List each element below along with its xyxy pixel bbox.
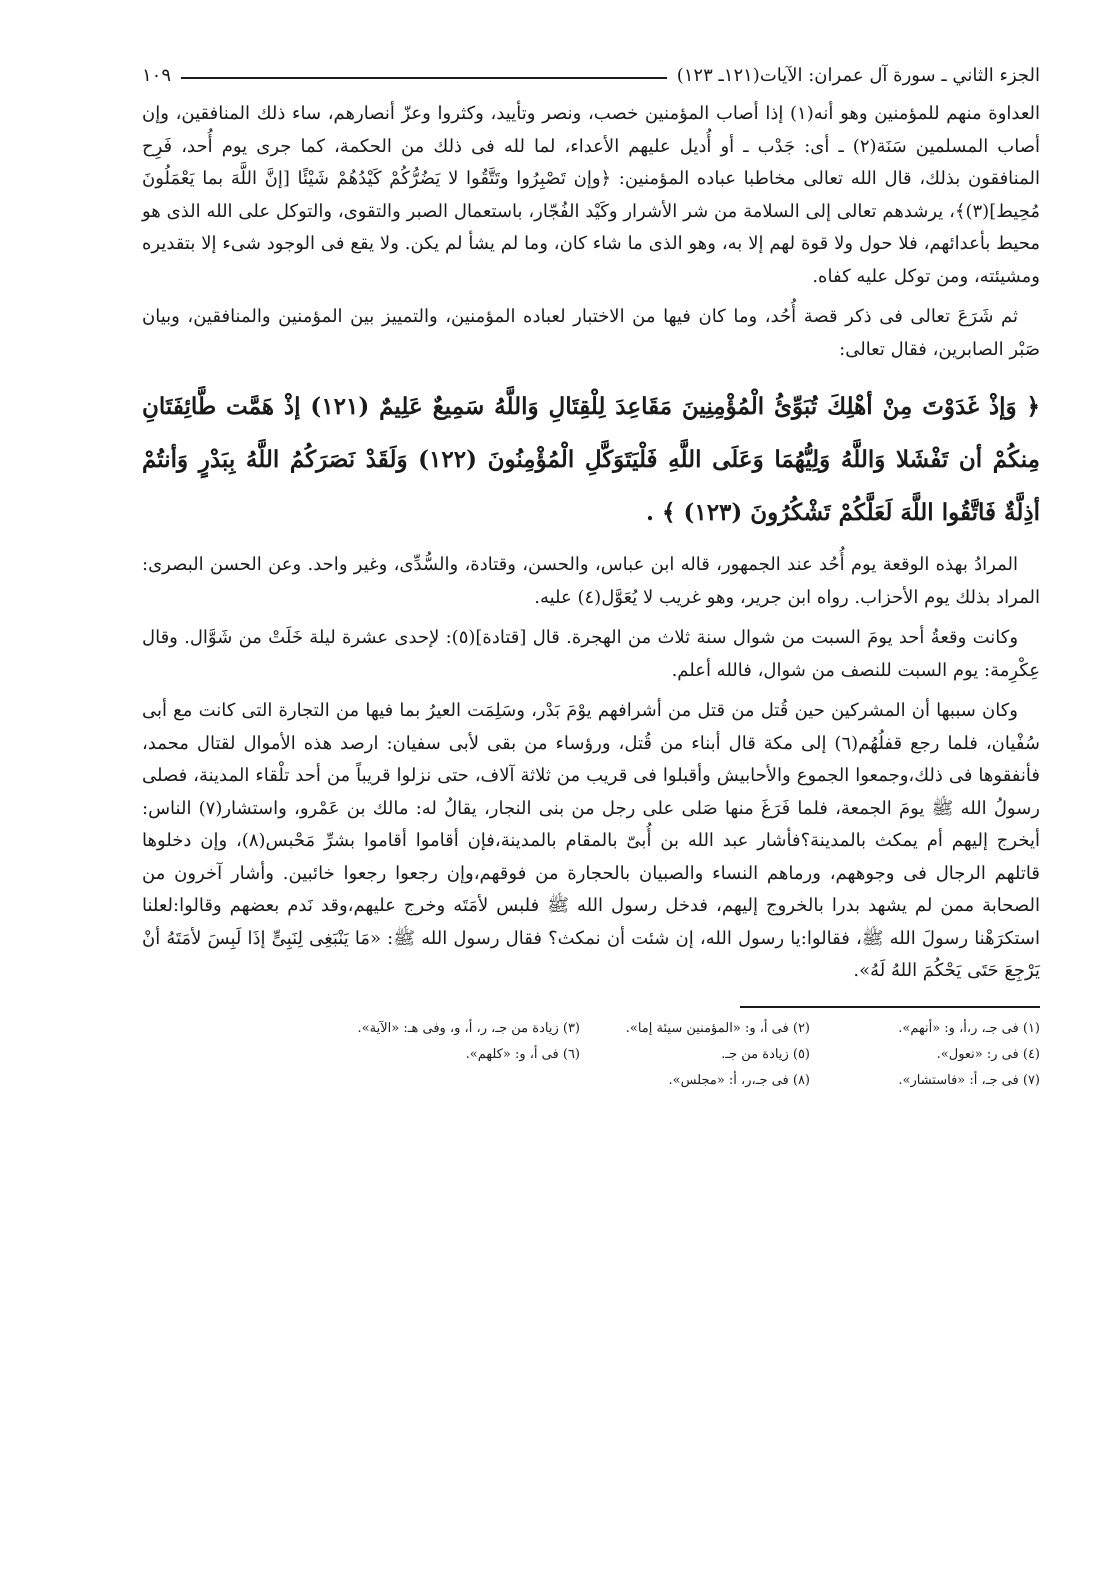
paragraph: المرادُ بهذه الوقعة يوم أُحُد عند الجمهور، قاله ابن عباس، والحسن، وقتادة، والسُّدِّى، وغير واحد. وعن الحسن البصرى: المراد بذلك يوم الأحزاب. رواه ابن جرير، وهو غريب لا يُعَوَّل(٤) عليه. [142, 554, 1040, 608]
footnote-row [142, 1068, 1040, 1094]
footnote: (٧) فى جـ، أ: «فاستشار». [898, 1072, 1040, 1088]
footnote: (٢) فى أ، و: «المؤمنين سيئة إما». [625, 1020, 810, 1036]
footnote-row [142, 1042, 1040, 1068]
footnote: (٣) زيادة من جـ، ر، أ، و، وفى هـ: «الآية». [357, 1020, 580, 1036]
footnote: (٨) فى جـ،ر، أ: «مجلس». [668, 1072, 810, 1088]
paragraph: العداوة منهم للمؤمنين وهو أنه(١) إذا أصاب المؤمنين خصب، ونصر وتأييد، وكثروا وعزّ أنصارهم، ساء ذلك المنافقين، وإن أصاب المسلمين سَنَة(٢) ـ أى: جَدْب ـ أو أُديل عليهم الأعداء، لما لله فى ذلك من الحكمة، كما جرى يوم أُحد، فَرِح المنافقون بذلك، قال الله تعالى مخاطبا عباده المؤمنين: ﴿وإن تَصْبِرُوا وتَتَّقُوا لا يَضُرُّكُمْ كَيْدُهُمْ شَيْئًا [إنَّ اللَّهَ بما يَعْمَلُونَ مُحِيط](٣)﴾، يرشدهم تعالى إلى السلامة من شر الأشرار وكَيْد الفُجّار، باستعمال الصبر والتقوى، والتوكل على الله الذى هو محيط بأعدائهم، فلا حول ولا قوة لهم إلا به، وهو الذى ما شاء كان، وما لم يشأ لم يكن. ولا يقع فى الوجود شىء إلا بتقديره ومشيئته، ومن توكل عليه كفاه. [142, 103, 1041, 287]
paragraph: وكانت وقعةُ أحد يومَ السبت من شوال سنة ثلاث من الهجرة. قال [قتادة](٥): لإحدى عشرة ليلة خَلَتْ من شَوَّال. وقال عِكْرِمة: يوم السبت للنصف من شوال، فالله أعلم. [142, 627, 1040, 681]
footnote: (١) فى جـ، ر،أ، و: «أنهم». [898, 1020, 1040, 1036]
running-header [142, 58, 1040, 92]
quran-verse: ﴿ وَإذْ غَدَوْتَ مِنْ أهْلِكَ تُبَوِّئُ الْمُؤْمِنِينَ مَقَاعِدَ لِلْقِتَالِ وَاللَّهُ سَمِيعٌ عَلِيمٌ (١٢١) إذْ هَمَّت طَّائِفَتَانِ مِنكُمْ أن تَفْشَلا وَاللَّهُ وَلِيُّهُمَا وَعَلَى اللَّهِ فَلْيَتَوَكَّلِ الْمُؤْمِنُونَ (١٢٢) وَلَقَدْ نَصَرَكُمُ اللَّهُ بِبَدْرٍ وَأنتُمْ أذِلَّةٌ فَاتَّقُوا اللَّهَ لَعَلَّكُمْ تَشْكُرُونَ (١٢٣) ﴾ . [142, 393, 1040, 526]
footnote-row [142, 1016, 1040, 1042]
footnotes [142, 1016, 1040, 1094]
page-number: ١٠٩ [142, 64, 172, 86]
footnote-divider [740, 1006, 1040, 1008]
header-rule [181, 77, 667, 79]
footnote: (٤) فى ر: «نعول». [936, 1046, 1040, 1062]
paragraph: وكان سببها أن المشركين حين قُتل من قتل من أشرافهم يوْمَ بَدْر، وسَلِمَت العيرُ بما فيها من التجارة التى كانت مع أبى سُفْيان، فلما رجع قفلُهُم(٦) إلى مكة قال أبناء من قُتل، ورؤساء من بقى لأبى سفيان: ارصد هذه الأموال لقتال محمد، فأنفقوها فى ذلك،وجمعوا الجموع والأحابيش وأقبلوا فى قريب من ثلاثة آلاف، حتى نزلوا قريباً من أحد تلْقاء المدينة، فصلى رسولُ الله ﷺ يومَ الجمعة، فلما فَرَغَ منها صَلى على رجل من بنى النجار، يقالُ له: مالك بن عَمْرو، واستشار(٧) الناس: أيخرج إليهم أم يمكث بالمدينة؟فأشار عبد الله بن أُبىّ بالمقام بالمدينة،فإن أقاموا أقاموا بشرِّ مَحْبس(٨)، وإن دخلوها قاتلهم الرجال فى وجوههم، ورماهم النساء والصبيان بالحجارة من فوقهم،وإن رجعوا رجعوا خائبين. وأشار آخرون من الصحابة ممن لم يشهد بدرا بالخروج إليهم، فدخل رسول الله ﷺ فلبس لأمَتَه وخرج عليهم،وقد نَدم بعضهم وقالوا:لعلنا استكرَهْنا رسولَ الله ﷺ، فقالوا:يا رسول الله، إن شئت أن نمكث؟ فقال رسول الله ﷺ: «مَا يَنْبَغِى لِنَبِىٍّ إذَا لَبِسَ لأمَتَهُ أنْ يَرْجِعَ حَتَى يَحْكُمَ اللهُ لَهُ». [142, 700, 1041, 981]
footnote: (٦) فى أ، و: «كلهم». [465, 1046, 580, 1062]
footnote: (٥) زيادة من جـ. [721, 1046, 810, 1062]
body-text [142, 98, 1040, 988]
paragraph: ثم شَرَعَ تعالى فى ذكر قصة أُحُد، وما كان فيها من الاختبار لعباده المؤمنين، والتمييز بين المؤمنين والمنافقين، وبيان صَبْر الصابرين، فقال تعالى: [142, 306, 1040, 360]
header-title: الجزء الثاني ـ سورة آل عمران: الآيات(١٢١ـ ١٢٣) [676, 64, 1040, 86]
book-page [142, 58, 1040, 1094]
